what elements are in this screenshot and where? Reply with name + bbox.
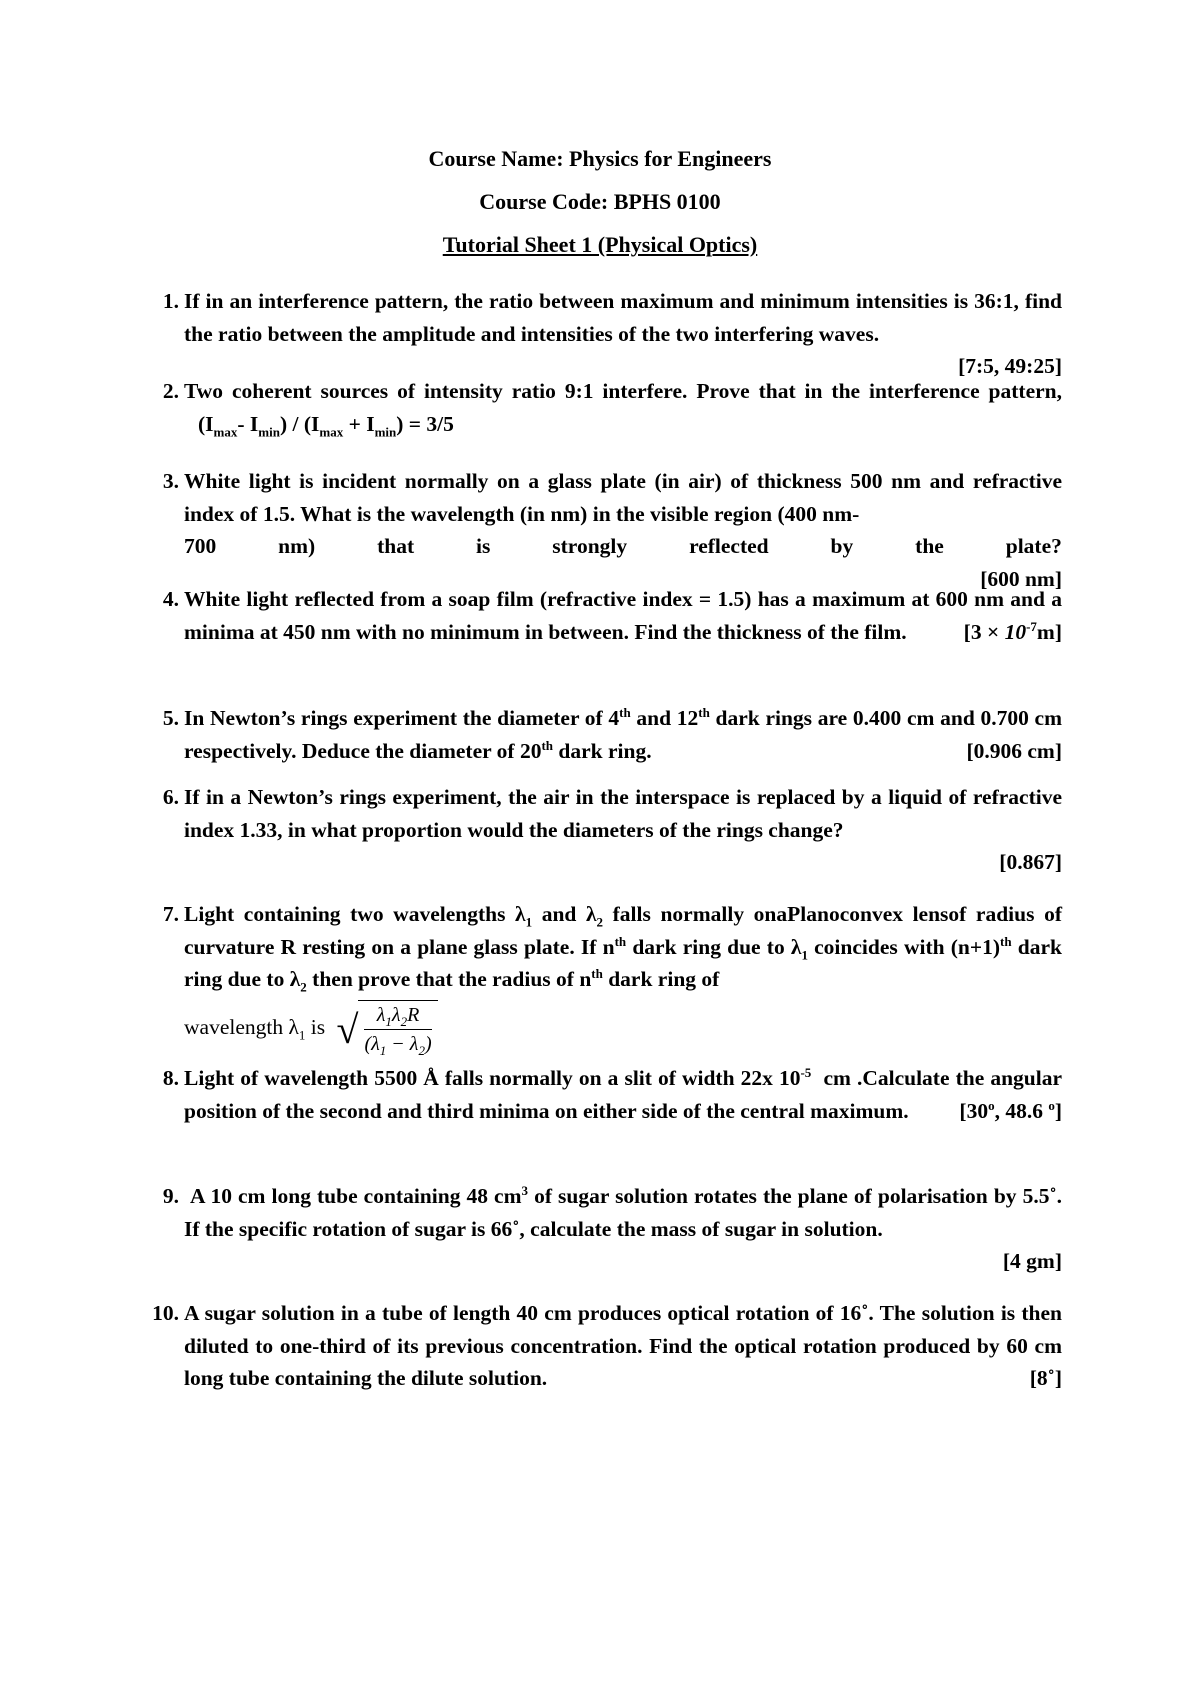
answer: [7:5, 49:25] [958,354,1062,378]
question-2 [147,375,1062,440]
answer: [600 nm] [980,566,1062,591]
question-number: 9. [162,1184,179,1208]
answer: [8˚] [1029,1366,1062,1390]
question-text: A sugar solution in a tube of length 40 cm produces optical rotation of 16˚. The solution is then diluted to one-third of its previous concentration. Find the optical rotation produced by 60 cm long tube containing the dilute solution. [184,1301,1062,1390]
question-8 [147,1062,1062,1127]
question-number: 6. [162,785,179,809]
question-9 [147,1180,1062,1278]
question-text: Light of wavelength 5500 Å falls normally on a slit of width 22x $10^{-5}$ cm .Calculate the angular position of the second and third minima on either side of the central maximum. [184,1064,1062,1123]
question-text: If in an interference pattern, the ratio between maximum and minimum intensities is 36:1, find the ratio between the amplitude and intensities of the two interfering waves. [184,289,1062,346]
question-text: White light reflected from a soap film (refractive index = 1.5) has a maximum at 600 nm and a minima at 450 nm with no minimum in between. Find the thickness of the film. [184,587,1062,644]
question-number: 4. [162,587,179,611]
question-3 [147,465,1062,595]
question-number: 7. [162,902,179,926]
sheet-title: Tutorial Sheet 1 (Physical Optics) [442,232,758,257]
intensity-formula: ($I_{max}-$ $I_{min}) / (I_{max} + I_{min}) = 3/5$ [198,411,454,439]
question-6 [147,781,1062,879]
answer: [0.867] [999,850,1062,874]
question-text: Two coherent sources of intensity ratio 9:1 interfere. Prove that in the interference pattern, [184,379,1062,403]
question-text-tail: wavelength $\lambda_1$ is √ $\frac{\lambda_1\lambda_2R}{(\lambda_1 - \lambda_2)}$ [184,1000,1062,1060]
question-number: 1. [162,289,179,313]
course-code: Course Code: BPHS 0100 [479,189,721,214]
question-1 [147,285,1062,383]
sqrt-icon: √ [336,1006,359,1052]
answer: [0.906 cm] [966,738,1062,763]
answer: [4 gm] [1002,1249,1062,1273]
question-text: A 10 cm long tube containing 48 $cm^3$ of sugar solution rotates the plane of polarisation by 5.5˚. If the specific rotation of sugar is 66˚, calculate the mass of sugar in solution. [184,1182,1062,1241]
radius-formula: √ $\frac{\lambda_1\lambda_2R}{(\lambda_1 - \lambda_2)}$ [337,1000,438,1060]
question-5 [147,702,1062,767]
course-name: Course Name: Physics for Engineers [428,146,772,171]
question-number: 3. [162,469,179,493]
answer: $[3 \times 10^{-7}m]$ [963,618,1062,644]
answer: [30$^o$, 48.6 $^o$] [959,1097,1062,1123]
question-number: 2. [162,379,179,403]
question-4 [147,583,1062,648]
question-text-line: 700 nm) that is strongly reflected by the plate? [184,534,1062,558]
question-7 [147,898,1062,1060]
question-text: White light is incident normally on a glass plate (in air) of thickness 500 nm and refractive index of 1.5. What is the wavelength (in nm) in the visible region (400 nm- [184,469,1062,526]
question-10 [147,1297,1062,1395]
question-number: 8. [162,1066,179,1090]
question-text: If in a Newton’s rings experiment, the air in the interspace is replaced by a liquid of refractive index 1.33, in what proportion would the diameters of the rings change? [184,785,1062,842]
question-number: 5. [162,706,179,730]
question-number: 10. [152,1301,179,1325]
question-text: Light containing two wavelengths $\lambda_1$ and $\lambda_2$ falls normally onaPlanoconvex lensof radius of curvature R resting on a plane glass plate. If $n^{th}$ dark ring due to $\lambda_1$ coincides with $(n+1)^{th}$ dark ring due to $\lambda_2$ then prove that the radius of $n^{th}$ dark ring of [184,902,1062,995]
question-text: In Newton’s rings experiment the diameter of 4th and 12th dark rings are 0.400 cm and 0.700 cm respectively. Deduce the diameter of 20th dark ring. [184,704,1062,763]
